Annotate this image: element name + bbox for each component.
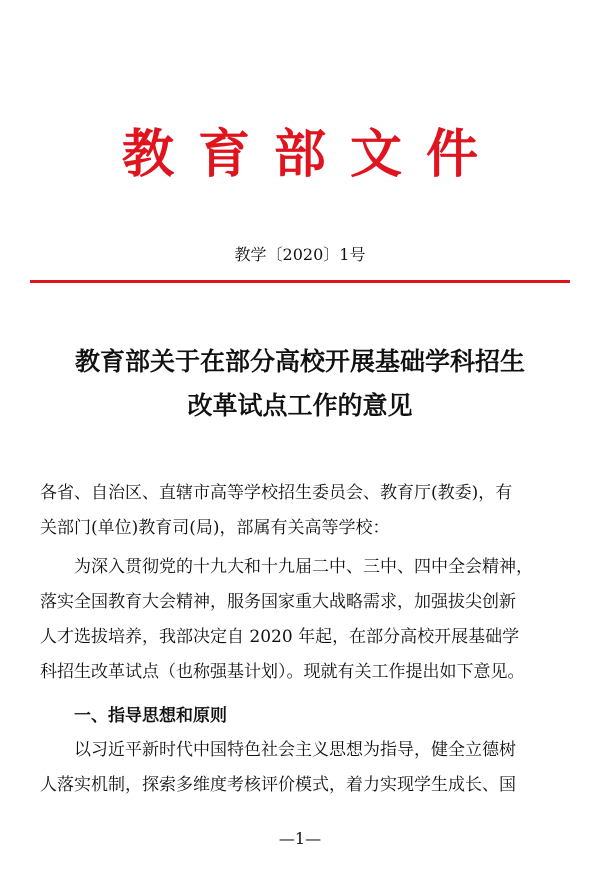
document-title-line-2: 改革试点工作的意见: [187, 391, 413, 420]
intro-paragraph-line-2: 落实全国教育大会精神，服务国家重大战略需求，加强拔尖创新: [40, 592, 516, 612]
intro-paragraph-line-4: 科招生改革试点（也称强基计划）。现就有关工作提出如下意见。: [40, 662, 525, 682]
red-divider-line: [30, 280, 570, 283]
document-number: 教学〔2020〕1号: [234, 245, 366, 264]
page-number: —1—: [278, 829, 322, 848]
intro-paragraph-line-3: 人才选拔培养，我部决定自 2020 年起，在部分高校开展基础学: [40, 627, 520, 647]
recipients-block: [40, 476, 566, 546]
document-title-line-1: 教育部关于在部分高校开展基础学科招生: [74, 347, 525, 376]
document-title: [0, 340, 600, 428]
document-header-title: 教育部文件: [121, 124, 502, 185]
recipients-line-2: 关部门(单位)教育司(局)，部属有关高等学校：: [40, 518, 390, 538]
intro-paragraph-line-1: 为深入贯彻党的十九大和十九届二中、三中、四中全会精神，: [74, 557, 533, 577]
section-1-paragraph-line-1: 以习近平新时代中国特色社会主义思想为指导，健全立德树: [74, 740, 516, 760]
section-heading-guiding-principles: 一、指导思想和原则: [74, 706, 227, 726]
section-1-paragraph: [40, 733, 566, 803]
intro-paragraph: [40, 550, 566, 690]
section-1-paragraph-line-2: 人落实机制，探索多维度考核评价模式，着力实现学生成长、国: [40, 775, 516, 795]
recipients-line-1: 各省、自治区、直辖市高等学校招生委员会、教育厅(教委)，有: [40, 483, 513, 503]
